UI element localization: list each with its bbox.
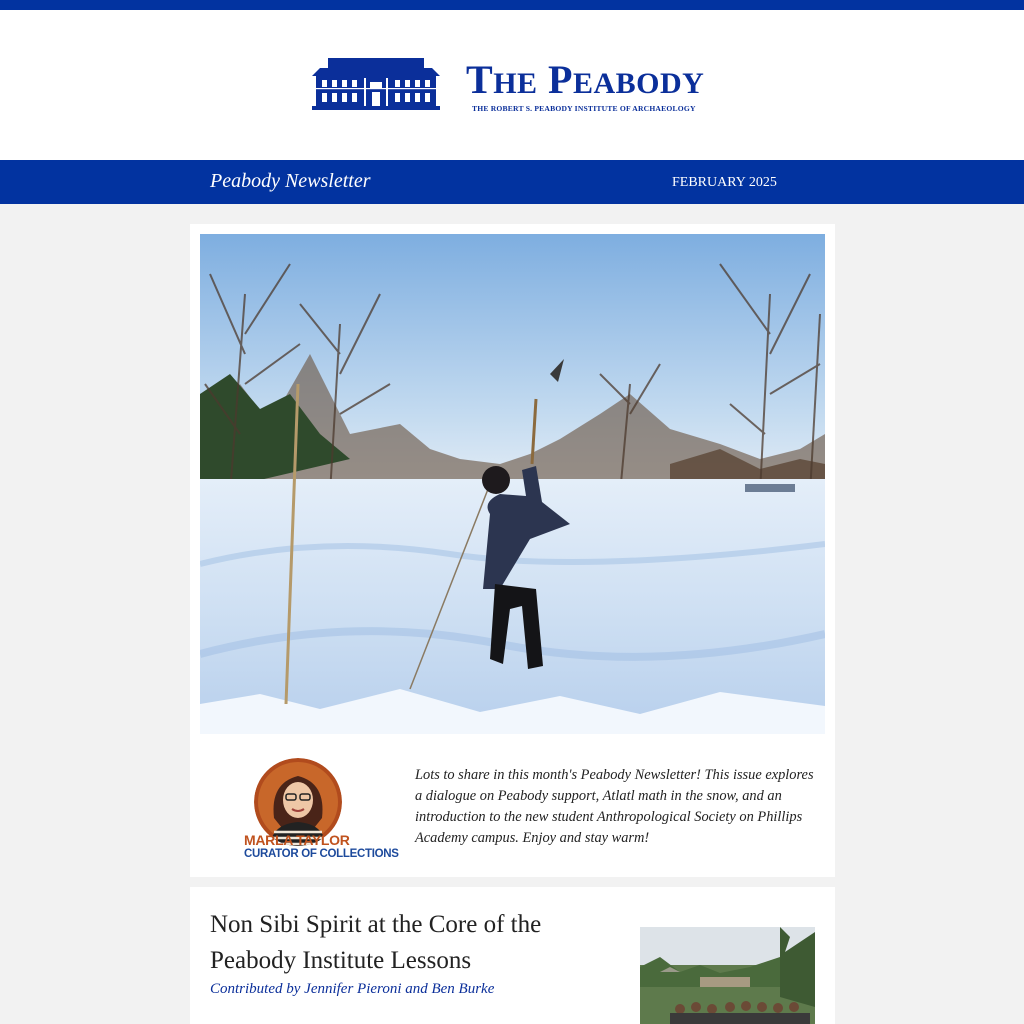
- intro-card: [190, 224, 835, 877]
- article-thumbnail[interactable]: [640, 927, 815, 1024]
- top-accent-strip: [0, 0, 1024, 10]
- building-icon: [312, 58, 440, 110]
- logo-title: THE PEABODY: [466, 57, 705, 102]
- article-card: [190, 887, 835, 1024]
- curator-name: MARLA TAYLOR: [244, 832, 350, 848]
- curator-role: CURATOR OF COLLECTIONS: [244, 848, 399, 860]
- article-title[interactable]: Non Sibi Spirit at the Core of the Peabody Institute Lessons: [210, 911, 542, 974]
- curator-badge: [244, 756, 399, 866]
- logo-text: [466, 58, 704, 113]
- intro-text: Lots to share in this month's Peabody Newsletter! This issue explores a dialogue on Peabody support, Atlatl math in the snow, and an introduction to the new student Anthropological Society on Phillips Academy campus. Enjoy and stay warm!: [415, 767, 814, 846]
- peabody-logo[interactable]: [312, 58, 704, 113]
- hero-image[interactable]: [200, 234, 825, 734]
- newsletter-bar: [0, 160, 1024, 204]
- logo-subtitle: THE ROBERT S. PEABODY INSTITUTE OF ARCHAEOLOGY: [472, 104, 696, 113]
- newsletter-title: Peabody Newsletter: [210, 170, 371, 192]
- header: [0, 10, 1024, 160]
- article-byline: Contributed by Jennifer Pieroni and Ben Burke: [210, 981, 495, 997]
- issue-date: FEBRUARY 2025: [672, 175, 777, 190]
